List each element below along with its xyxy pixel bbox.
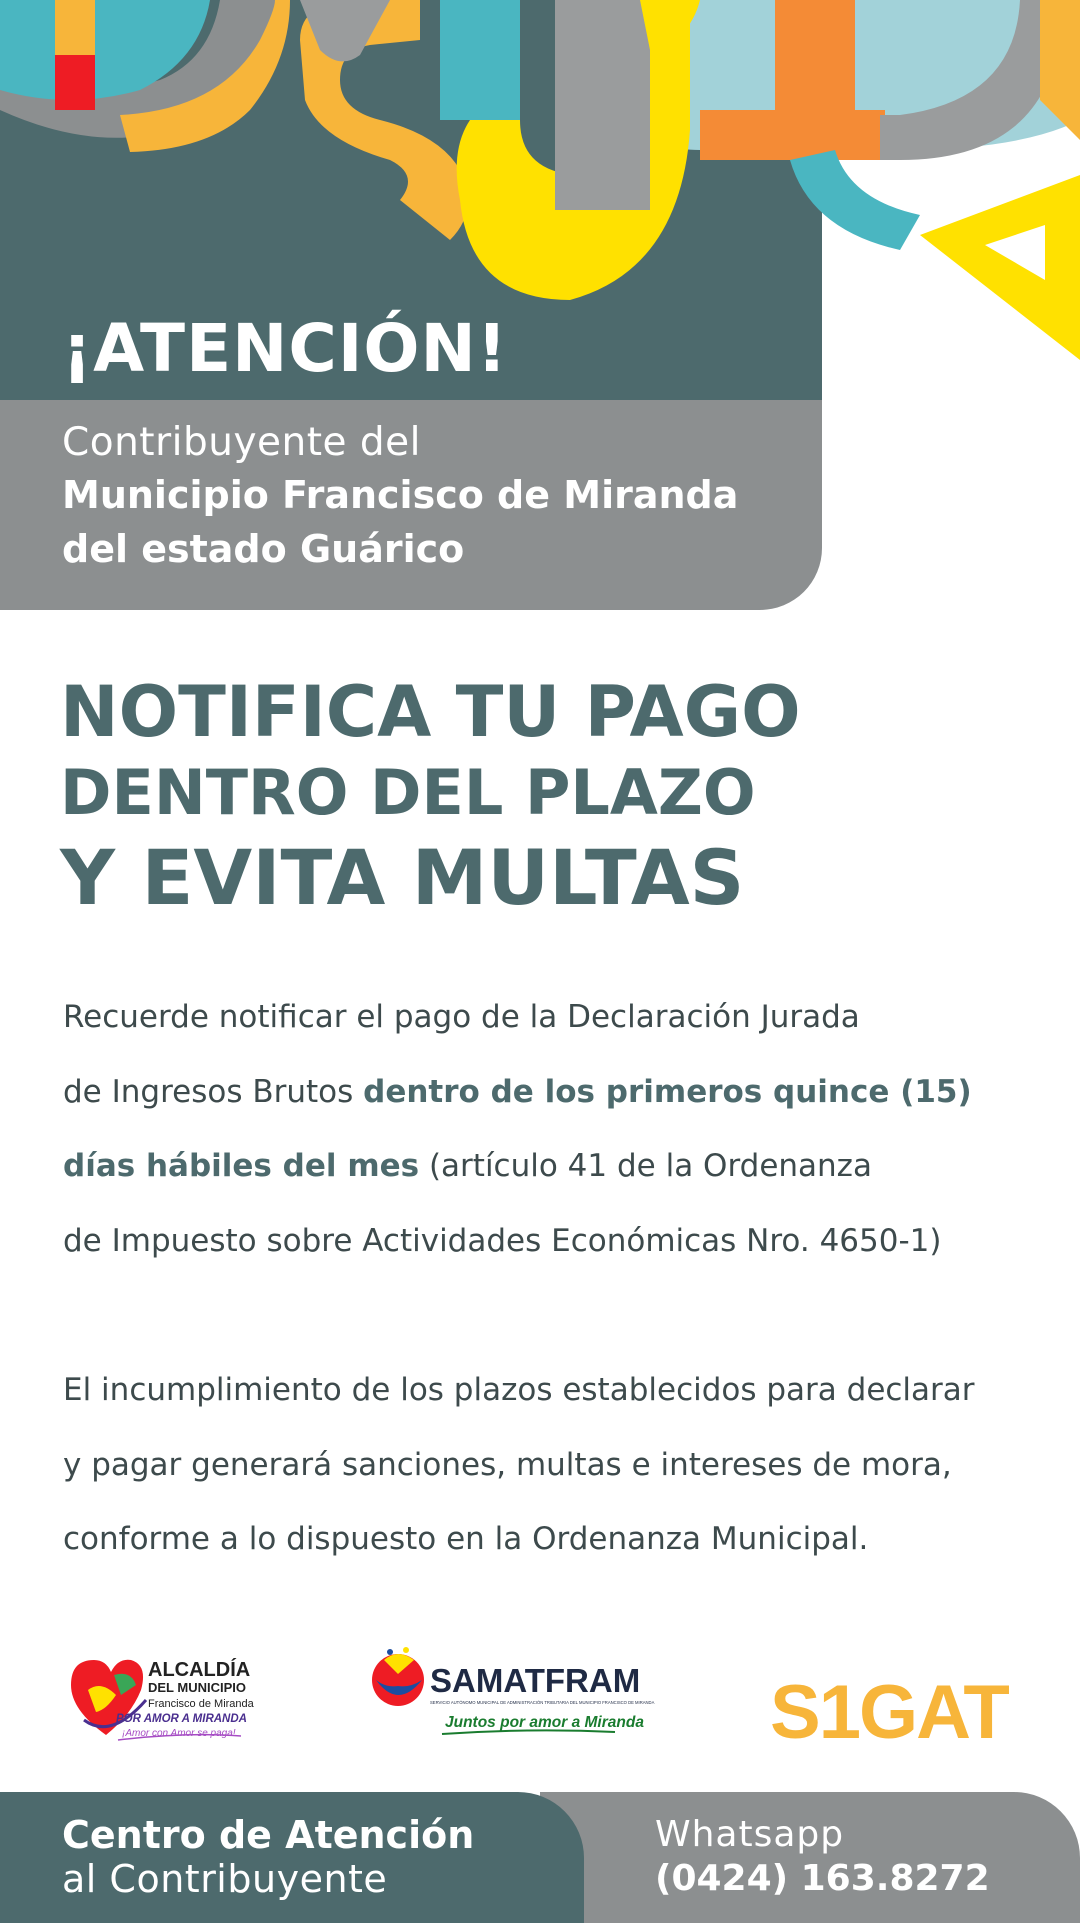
attention-heading: ¡ATENCIÓN!	[62, 310, 508, 387]
samatfram-name: SAMATFRAM	[430, 1662, 641, 1699]
alcaldia-line-3: Francisco de Miranda	[148, 1698, 254, 1710]
penalty-paragraph	[63, 1353, 975, 1577]
samatfram-description: SERVICIO AUTÓNOMO MUNICIPAL DE ADMINISTRACIÓN TRIBUTARIA DEL MUNICIPIO FRANCISCO DE MIRANDA	[430, 1700, 655, 1705]
alcaldia-line-2: DEL MUNICIPIO	[148, 1680, 246, 1695]
attention-center-text	[62, 1812, 474, 1900]
alcaldia-line-1: ALCALDÍA	[148, 1659, 251, 1681]
alcaldia-line-5: ¡Amor con Amor se paga!	[122, 1728, 236, 1739]
logos-row	[0, 1640, 1080, 1760]
whatsapp-number[interactable]: (0424) 163.8272	[655, 1858, 990, 1899]
headline-line-3: Y EVITA MULTAS	[60, 833, 745, 922]
attention-center-line-2: al Contribuyente	[62, 1857, 388, 1901]
alcaldia-line-4: POR AMOR A MIRANDA	[116, 1713, 247, 1725]
main-headline	[60, 670, 801, 924]
headline-line-2: DENTRO DEL PLAZO	[60, 756, 756, 829]
reminder-deadline-highlight: dentro de los primeros quince (15)	[363, 1073, 972, 1110]
penalty-line-1: El incumplimiento de los plazos establecidos para declarar	[63, 1372, 975, 1408]
contributor-text	[62, 418, 738, 576]
alcaldia-logo	[66, 1640, 261, 1755]
sigat-logo	[770, 1668, 1020, 1758]
reminder-days-highlight: días hábiles del mes	[63, 1148, 420, 1184]
contributor-line-2: Municipio Francisco de Miranda	[62, 473, 739, 517]
reminder-line-3b: (artículo 41 de la Ordenanza	[419, 1148, 872, 1184]
penalty-line-2: y pagar generará sanciones, multas e intereses de mora,	[63, 1446, 952, 1483]
contributor-line-1: Contribuyente del	[62, 420, 422, 465]
reminder-line-4: de Impuesto sobre Actividades Económicas Nro. 4650-1)	[63, 1222, 942, 1259]
samatfram-logo	[370, 1640, 680, 1750]
reminder-line-2a: de Ingresos Brutos	[63, 1073, 364, 1110]
whatsapp-label: Whatsapp	[655, 1814, 845, 1855]
samatfram-slogan: Juntos por amor a Miranda	[445, 1714, 644, 1731]
reminder-line-1: Recuerde notificar el pago de la Declaración Jurada	[63, 999, 860, 1035]
headline-line-1: NOTIFICA TU PAGO	[60, 671, 801, 753]
contributor-line-3: del estado Guárico	[62, 527, 465, 571]
payment-reminder-paragraph	[63, 980, 972, 1278]
whatsapp-contact[interactable]	[655, 1814, 990, 1902]
attention-center-line-1: Centro de Atención	[62, 1813, 475, 1857]
penalty-line-3: conforme a lo dispuesto en la Ordenanza Municipal.	[63, 1521, 869, 1557]
sigat-wordmark: S1GAT	[770, 1670, 1008, 1755]
